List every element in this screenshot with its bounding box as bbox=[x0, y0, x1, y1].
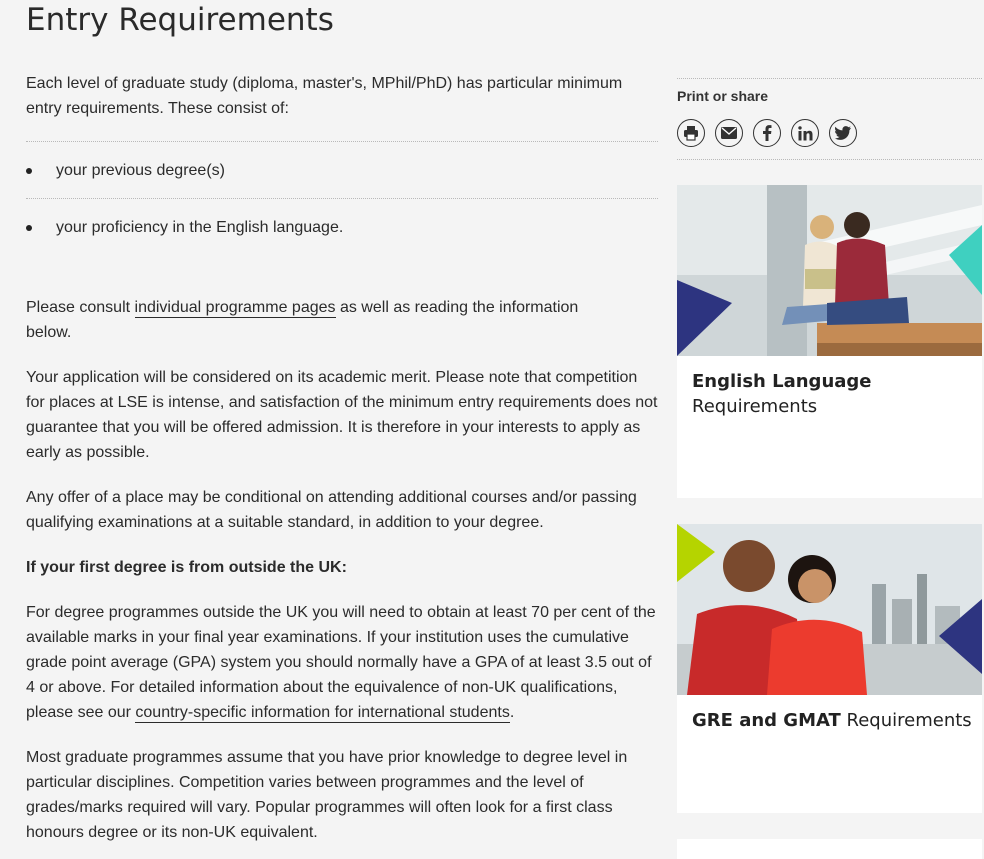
facebook-icon[interactable] bbox=[753, 119, 781, 147]
programme-pages-link[interactable]: individual programme pages bbox=[134, 299, 336, 316]
requirements-list bbox=[26, 141, 658, 255]
bullet-icon bbox=[26, 168, 32, 174]
outside-uk-paragraph: For degree programmes outside the UK you will need to obtain at least 70 per cent of the available marks in your final year examinations. If your institution uses the cumulative grade point average (GPA) system you should normally have a GPA of at least 3.5 out of 4 or above. For detailed information about the equivalence of non-UK qualifications, please see our country-specific information for international students. bbox=[26, 604, 656, 721]
share-icons bbox=[677, 119, 857, 147]
list-item: your previous degree(s) bbox=[26, 141, 658, 198]
next-card[interactable] bbox=[677, 839, 982, 859]
country-specific-link[interactable]: country-specific information for international students bbox=[135, 704, 510, 721]
list-item: your proficiency in the English language. bbox=[26, 198, 658, 255]
merit-paragraph: Your application will be considered on its academic merit. Please note that competition for places at LSE is intense, and satisfaction of the minimum entry requirements does not guarantee that you will be offered admission. It is therefore in your interests to apply as early as possible. bbox=[26, 369, 658, 461]
outside-uk-heading: If your first degree is from outside the UK: bbox=[26, 559, 347, 576]
english-language-card[interactable] bbox=[677, 185, 982, 498]
page-title: Entry Requirements bbox=[26, 2, 334, 38]
share-label: Print or share bbox=[677, 88, 769, 104]
conditional-paragraph: Any offer of a place may be conditional on attending additional courses and/or passing qualifying examinations at a suitable standard, in addition to your degree. bbox=[26, 489, 637, 531]
share-block bbox=[677, 78, 982, 160]
card-title: English Language Requirements bbox=[692, 371, 872, 417]
students-photo bbox=[677, 185, 982, 356]
gre-gmat-card[interactable] bbox=[677, 524, 982, 813]
twitter-icon[interactable] bbox=[829, 119, 857, 147]
consult-paragraph: Please consult individual programme pages as well as reading the information below. bbox=[26, 299, 579, 341]
students-photo bbox=[677, 524, 982, 695]
card-title: GRE and GMAT Requirements bbox=[692, 710, 972, 731]
bullet-icon bbox=[26, 225, 32, 231]
prior-knowledge-paragraph: Most graduate programmes assume that you have prior knowledge to degree level in particular disciplines. Competition varies between programmes and the level of grades/marks required will vary. Popular programmes will often look for a first class honours degree or its non-UK equivalent. bbox=[26, 749, 628, 841]
email-icon[interactable] bbox=[715, 119, 743, 147]
intro-paragraph: Each level of graduate study (diploma, master's, MPhil/PhD) has particular minimum entry requirements. These consist of: bbox=[26, 75, 623, 117]
print-icon[interactable] bbox=[677, 119, 705, 147]
linkedin-icon[interactable] bbox=[791, 119, 819, 147]
